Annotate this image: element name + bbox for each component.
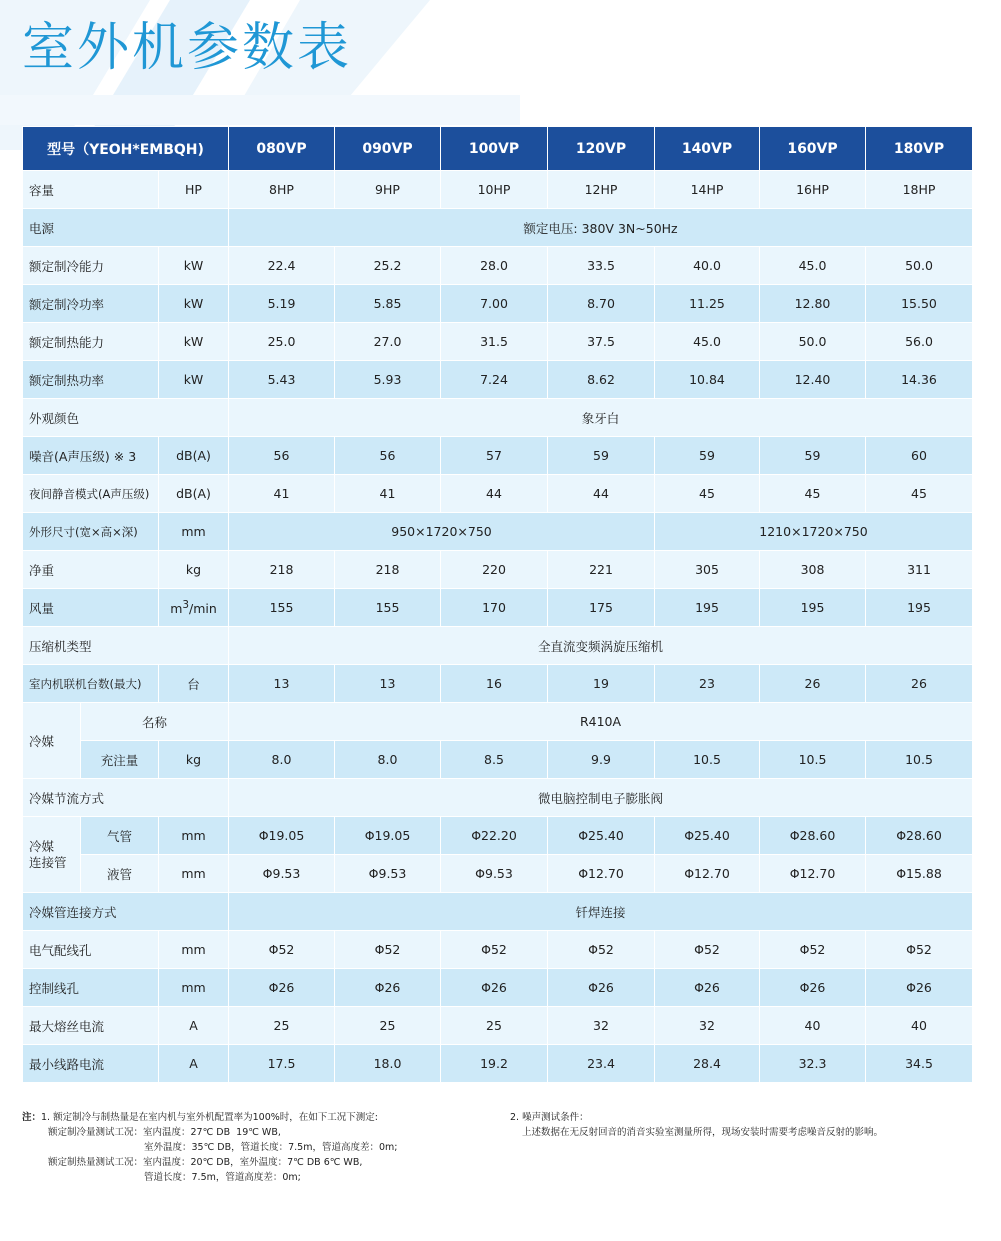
row-label: 容量 xyxy=(23,171,159,209)
table-cell: Φ25.40 xyxy=(655,817,760,855)
table-cell: Φ26 xyxy=(441,969,548,1007)
table-cell: 9.9 xyxy=(548,741,655,779)
table-cell-merged: 额定电压: 380V 3N~50Hz xyxy=(229,209,973,247)
table-cell: 10.5 xyxy=(866,741,973,779)
table-cell: Φ52 xyxy=(655,931,760,969)
table-cell: 23 xyxy=(655,665,760,703)
row-label: 噪音(A声压级) ※ 3 xyxy=(23,437,159,475)
row-label: 冷媒管连接方式 xyxy=(23,893,229,931)
table-cell: 59 xyxy=(548,437,655,475)
table-cell: Φ12.70 xyxy=(655,855,760,893)
table-cell: 33.5 xyxy=(548,247,655,285)
row-unit: kg xyxy=(159,551,229,589)
footnote-line: 管道长度：7.5m，管道高度差：0m; xyxy=(144,1172,301,1183)
table-cell: 50.0 xyxy=(760,323,866,361)
table-cell: 18.0 xyxy=(335,1045,441,1083)
table-cell: 195 xyxy=(760,589,866,627)
table-cell: 26 xyxy=(760,665,866,703)
table-cell: 15.50 xyxy=(866,285,973,323)
table-cell: Φ22.20 xyxy=(441,817,548,855)
table-row-capacity xyxy=(23,171,973,209)
table-cell: 41 xyxy=(335,475,441,513)
table-cell: 19 xyxy=(548,665,655,703)
table-cell: 221 xyxy=(548,551,655,589)
row-label: 额定制热能力 xyxy=(23,323,159,361)
table-cell: 195 xyxy=(655,589,760,627)
table-cell: 32 xyxy=(548,1007,655,1045)
table-cell: 32 xyxy=(655,1007,760,1045)
table-cell: 195 xyxy=(866,589,973,627)
table-cell: Φ19.05 xyxy=(335,817,441,855)
table-cell: Φ52 xyxy=(229,931,335,969)
table-row-dimensions xyxy=(23,513,973,551)
table-cell: Φ52 xyxy=(548,931,655,969)
row-unit: dB(A) xyxy=(159,437,229,475)
table-cell: 59 xyxy=(760,437,866,475)
table-cell: 308 xyxy=(760,551,866,589)
table-cell-merged: 1210×1720×750 xyxy=(655,513,973,551)
table-cell-merged: 象牙白 xyxy=(229,399,973,437)
row-label: 最小线路电流 xyxy=(23,1045,159,1083)
row-unit: dB(A) xyxy=(159,475,229,513)
spec-table xyxy=(22,126,973,1083)
table-cell: Φ52 xyxy=(866,931,973,969)
table-cell-merged: 全直流变频涡旋压缩机 xyxy=(229,627,973,665)
table-cell: 34.5 xyxy=(866,1045,973,1083)
table-cell: 22.4 xyxy=(229,247,335,285)
table-cell: Φ28.60 xyxy=(760,817,866,855)
table-cell: Φ15.88 xyxy=(866,855,973,893)
table-cell: Φ19.05 xyxy=(229,817,335,855)
table-cell: 10.5 xyxy=(760,741,866,779)
table-row-heat-capacity xyxy=(23,323,973,361)
row-unit: kW xyxy=(159,247,229,285)
table-cell: 218 xyxy=(335,551,441,589)
table-row-liquid-pipe xyxy=(23,855,973,893)
row-label-group: 冷媒 xyxy=(23,703,81,779)
group-label-line: 冷媒 xyxy=(29,838,55,854)
table-cell: 5.93 xyxy=(335,361,441,399)
row-label: 压缩机类型 xyxy=(23,627,229,665)
unit-superscript: 3 xyxy=(182,598,189,611)
row-label: 室内机联机台数(最大) xyxy=(23,665,159,703)
table-cell: 12.40 xyxy=(760,361,866,399)
table-cell: 8HP xyxy=(229,171,335,209)
table-cell: 44 xyxy=(441,475,548,513)
footnote-line: 额定制热量测试工况：室内温度：20℃ DB，室外温度：7℃ DB 6℃ WB, xyxy=(48,1157,363,1168)
table-row-color xyxy=(23,399,973,437)
table-cell: 9HP xyxy=(335,171,441,209)
table-row-cool-capacity xyxy=(23,247,973,285)
table-row-compressor xyxy=(23,627,973,665)
table-cell: Φ52 xyxy=(760,931,866,969)
row-unit: mm xyxy=(159,817,229,855)
table-cell: 8.0 xyxy=(335,741,441,779)
table-cell: 305 xyxy=(655,551,760,589)
row-label: 电气配线孔 xyxy=(23,931,159,969)
row-label: 额定制冷功率 xyxy=(23,285,159,323)
table-cell: 45.0 xyxy=(760,247,866,285)
group-label-line: 连接管 xyxy=(29,854,67,870)
table-cell: 45.0 xyxy=(655,323,760,361)
table-cell: 8.5 xyxy=(441,741,548,779)
table-cell: 8.0 xyxy=(229,741,335,779)
table-row-indoor-units xyxy=(23,665,973,703)
table-cell: Φ26 xyxy=(655,969,760,1007)
table-cell: Φ9.53 xyxy=(229,855,335,893)
footnote-line: 2. 噪声测试条件： xyxy=(510,1112,589,1123)
row-label: 外形尺寸(宽×高×深) xyxy=(23,513,159,551)
table-cell: 56.0 xyxy=(866,323,973,361)
table-row-noise xyxy=(23,437,973,475)
table-cell: 175 xyxy=(548,589,655,627)
row-sublabel: 名称 xyxy=(81,703,229,741)
table-cell: 220 xyxy=(441,551,548,589)
row-label-group xyxy=(23,817,81,893)
row-label: 电源 xyxy=(23,209,229,247)
table-cell: 311 xyxy=(866,551,973,589)
table-cell: Φ26 xyxy=(760,969,866,1007)
row-label: 风量 xyxy=(23,589,159,627)
row-sublabel: 充注量 xyxy=(81,741,159,779)
table-cell: 40 xyxy=(760,1007,866,1045)
row-label: 最大熔丝电流 xyxy=(23,1007,159,1045)
table-cell: 19.2 xyxy=(441,1045,548,1083)
table-cell: Φ26 xyxy=(335,969,441,1007)
table-cell: Φ52 xyxy=(335,931,441,969)
table-cell: Φ28.60 xyxy=(866,817,973,855)
table-cell-merged: 950×1720×750 xyxy=(229,513,655,551)
table-row-power xyxy=(23,209,973,247)
table-cell: 170 xyxy=(441,589,548,627)
row-unit: kW xyxy=(159,361,229,399)
page-title: 室外机参数表 xyxy=(22,18,353,78)
table-cell: 37.5 xyxy=(548,323,655,361)
table-row-gas-pipe xyxy=(23,817,973,855)
table-cell: 59 xyxy=(655,437,760,475)
row-unit: A xyxy=(159,1007,229,1045)
table-cell: 11.25 xyxy=(655,285,760,323)
footnote-line: 额定制冷量测试工况：室内温度：27℃ DB 19℃ WB, xyxy=(48,1127,281,1138)
table-cell: Φ9.53 xyxy=(441,855,548,893)
table-cell: 155 xyxy=(335,589,441,627)
row-unit: A xyxy=(159,1045,229,1083)
table-cell: 28.4 xyxy=(655,1045,760,1083)
table-cell: 57 xyxy=(441,437,548,475)
table-cell: 8.62 xyxy=(548,361,655,399)
table-row-weight xyxy=(23,551,973,589)
table-cell: 50.0 xyxy=(866,247,973,285)
footnote-line: 室外温度：35℃ DB，管道长度：7.5m，管道高度差：0m; xyxy=(144,1142,398,1153)
unit-base: m xyxy=(170,601,183,617)
table-cell: 23.4 xyxy=(548,1045,655,1083)
table-row-refrigerant-name xyxy=(23,703,973,741)
table-cell: 28.0 xyxy=(441,247,548,285)
table-cell: 5.19 xyxy=(229,285,335,323)
footnote-line: 1. 额定制冷与制热量是在室内机与室外机配置率为100%时，在如下工况下测定: xyxy=(41,1112,378,1123)
table-row-min-circuit xyxy=(23,1045,973,1083)
model-header: 180VP xyxy=(866,127,973,171)
table-cell-merged: R410A xyxy=(229,703,973,741)
table-row-cool-power xyxy=(23,285,973,323)
table-cell: 16 xyxy=(441,665,548,703)
table-cell: 44 xyxy=(548,475,655,513)
table-cell: 40 xyxy=(866,1007,973,1045)
row-unit: kW xyxy=(159,285,229,323)
table-cell: 26 xyxy=(866,665,973,703)
model-label: 型号（YEOH*EMBQH) xyxy=(23,127,229,171)
footnote-left xyxy=(22,1110,502,1185)
table-cell: 27.0 xyxy=(335,323,441,361)
table-cell: 31.5 xyxy=(441,323,548,361)
table-cell: 14HP xyxy=(655,171,760,209)
row-unit: HP xyxy=(159,171,229,209)
table-cell: 25.2 xyxy=(335,247,441,285)
table-cell: 18HP xyxy=(866,171,973,209)
table-cell: 13 xyxy=(229,665,335,703)
table-cell: 41 xyxy=(229,475,335,513)
row-sublabel: 液管 xyxy=(81,855,159,893)
model-header: 140VP xyxy=(655,127,760,171)
row-label: 净重 xyxy=(23,551,159,589)
table-row-wiring-hole xyxy=(23,931,973,969)
table-cell: 13 xyxy=(335,665,441,703)
table-cell: Φ9.53 xyxy=(335,855,441,893)
table-cell: 8.70 xyxy=(548,285,655,323)
row-unit: mm xyxy=(159,855,229,893)
table-row-control-hole xyxy=(23,969,973,1007)
table-cell: Φ12.70 xyxy=(760,855,866,893)
table-cell-merged: 微电脑控制电子膨胀阀 xyxy=(229,779,973,817)
table-cell: 12HP xyxy=(548,171,655,209)
table-cell: 10.84 xyxy=(655,361,760,399)
row-label: 额定制冷能力 xyxy=(23,247,159,285)
row-unit: mm xyxy=(159,931,229,969)
table-cell: 45 xyxy=(760,475,866,513)
footnote-prefix: 注： xyxy=(22,1112,42,1123)
table-row-airflow xyxy=(23,589,973,627)
table-cell: 7.24 xyxy=(441,361,548,399)
model-header: 100VP xyxy=(441,127,548,171)
table-row-throttle xyxy=(23,779,973,817)
table-cell: 10.5 xyxy=(655,741,760,779)
table-cell: Φ26 xyxy=(229,969,335,1007)
model-header: 120VP xyxy=(548,127,655,171)
table-cell: 25 xyxy=(335,1007,441,1045)
table-cell: 60 xyxy=(866,437,973,475)
row-unit: mm xyxy=(159,513,229,551)
table-cell-merged: 钎焊连接 xyxy=(229,893,973,931)
row-sublabel: 气管 xyxy=(81,817,159,855)
table-row-night-mode xyxy=(23,475,973,513)
table-cell: Φ26 xyxy=(548,969,655,1007)
unit-tail: /min xyxy=(189,601,217,617)
model-header: 160VP xyxy=(760,127,866,171)
table-cell: 5.85 xyxy=(335,285,441,323)
table-cell: 7.00 xyxy=(441,285,548,323)
table-cell: 25 xyxy=(229,1007,335,1045)
table-cell: 16HP xyxy=(760,171,866,209)
row-label: 冷媒节流方式 xyxy=(23,779,229,817)
table-cell: Φ26 xyxy=(866,969,973,1007)
row-label: 控制线孔 xyxy=(23,969,159,1007)
table-cell: 25 xyxy=(441,1007,548,1045)
footnote-right xyxy=(510,1110,970,1140)
table-cell: 32.3 xyxy=(760,1045,866,1083)
table-cell: 17.5 xyxy=(229,1045,335,1083)
table-cell: 40.0 xyxy=(655,247,760,285)
row-label: 额定制热功率 xyxy=(23,361,159,399)
model-header: 090VP xyxy=(335,127,441,171)
table-cell: 5.43 xyxy=(229,361,335,399)
footnote-line: 上述数据在无反射回音的消音实验室测量所得，现场安装时需要考虑噪音反射的影响。 xyxy=(522,1127,884,1138)
table-cell: 56 xyxy=(335,437,441,475)
table-cell: 12.80 xyxy=(760,285,866,323)
table-cell: 155 xyxy=(229,589,335,627)
table-row-max-fuse xyxy=(23,1007,973,1045)
table-cell: 10HP xyxy=(441,171,548,209)
row-unit: mm xyxy=(159,969,229,1007)
table-row-pipe-connection xyxy=(23,893,973,931)
table-row-heat-power xyxy=(23,361,973,399)
model-header: 080VP xyxy=(229,127,335,171)
table-cell: 45 xyxy=(655,475,760,513)
table-cell: Φ12.70 xyxy=(548,855,655,893)
table-cell: Φ52 xyxy=(441,931,548,969)
row-unit xyxy=(159,589,229,627)
header-row xyxy=(23,127,973,171)
row-unit: 台 xyxy=(159,665,229,703)
row-unit: kg xyxy=(159,741,229,779)
row-label: 夜间静音模式(A声压级) xyxy=(23,475,159,513)
table-cell: 56 xyxy=(229,437,335,475)
table-row-refrigerant-charge xyxy=(23,741,973,779)
table-cell: 45 xyxy=(866,475,973,513)
table-cell: 14.36 xyxy=(866,361,973,399)
table-cell: 25.0 xyxy=(229,323,335,361)
row-label: 外观颜色 xyxy=(23,399,229,437)
table-cell: Φ25.40 xyxy=(548,817,655,855)
table-cell: 218 xyxy=(229,551,335,589)
row-unit: kW xyxy=(159,323,229,361)
